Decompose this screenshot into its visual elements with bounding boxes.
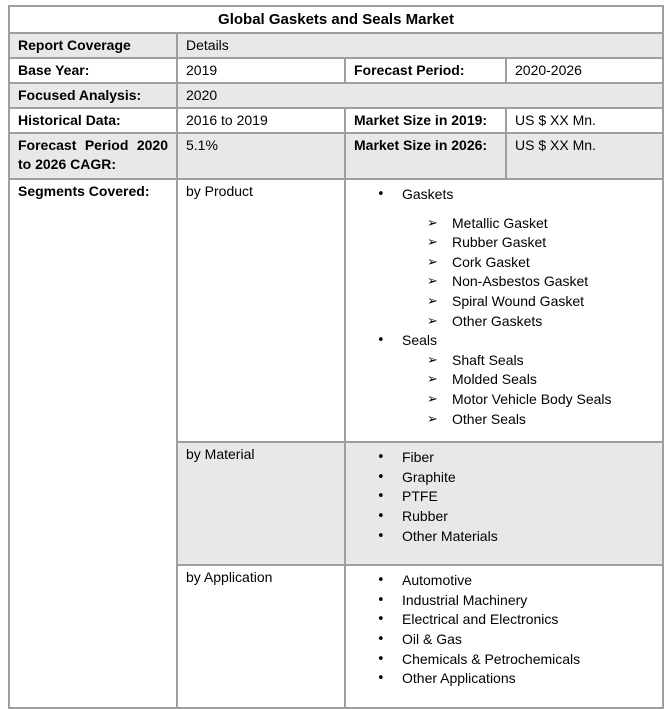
bullet-dot-icon: • (377, 651, 385, 667)
base-year-label: Base Year: (9, 58, 177, 83)
list-item-text: Rubber Gasket (452, 234, 547, 251)
focused-analysis-label: Focused Analysis: (9, 83, 177, 108)
bullet-arrow-icon: ➢ (427, 411, 438, 427)
list-item-text: Other Gaskets (452, 312, 543, 329)
bullet-arrow-icon: ➢ (427, 235, 438, 251)
list-item (354, 571, 654, 591)
list-item-text: Metallic Gasket (452, 214, 548, 231)
list-item (354, 370, 654, 390)
bullet-dot-icon: • (377, 489, 385, 505)
application-segment-list (345, 565, 663, 708)
list-item (354, 527, 654, 547)
list-item-text: Industrial Machinery (402, 591, 528, 608)
report-coverage-table (8, 5, 664, 709)
list-item (354, 468, 654, 488)
bullet-arrow-icon: ➢ (427, 274, 438, 290)
list-item (354, 448, 654, 468)
market-size-2026-value: US $ XX Mn. (506, 133, 663, 179)
focused-analysis-value: 2020 (177, 83, 663, 108)
list-item (354, 331, 654, 351)
list-item (354, 669, 654, 689)
list-item (354, 233, 654, 253)
forecast-period-label: Forecast Period: (345, 58, 506, 83)
list-item-text: Spiral Wound Gasket (452, 292, 585, 309)
bullet-dot-icon: • (377, 187, 385, 202)
list-item-text: Oil & Gas (402, 630, 462, 647)
list-item-text: Shaft Seals (452, 351, 524, 368)
list-item (354, 292, 654, 312)
forecast-cagr-label: Forecast Period 2020 to 2026 CAGR: (9, 133, 177, 179)
bullet-arrow-icon: ➢ (427, 372, 438, 388)
market-size-2026-label: Market Size in 2026: (345, 133, 506, 179)
bullet-arrow-icon: ➢ (427, 215, 438, 231)
report-coverage-value: Details (177, 33, 663, 58)
bullet-dot-icon: • (377, 333, 385, 349)
market-size-2019-value: US $ XX Mn. (506, 108, 663, 133)
list-item-text: Seals (402, 332, 438, 349)
list-item (354, 410, 654, 430)
market-size-2019-label: Market Size in 2019: (345, 108, 506, 133)
list-item (354, 487, 654, 507)
list-item-text: Non-Asbestos Gasket (452, 273, 589, 290)
list-item (354, 253, 654, 273)
list-item-text: Electrical and Electronics (402, 611, 559, 628)
bullet-dot-icon: • (377, 528, 385, 544)
bullet-arrow-icon: ➢ (427, 293, 438, 309)
list-item-text: Rubber (402, 507, 448, 524)
list-item (354, 390, 654, 410)
list-item-text: Other Applications (402, 670, 516, 687)
bullet-arrow-icon: ➢ (427, 254, 438, 270)
segment-group-by-application: by Application (177, 565, 345, 708)
report-coverage-label: Report Coverage (9, 33, 177, 58)
material-segment-list (345, 442, 663, 565)
list-item-text: Molded Seals (452, 371, 537, 388)
forecast-period-value: 2020-2026 (506, 58, 663, 83)
list-item (354, 272, 654, 292)
list-item-text: Chemicals & Petrochemicals (402, 650, 581, 667)
historical-data-label: Historical Data: (9, 108, 177, 133)
list-item-text: PTFE (402, 488, 438, 505)
bullet-dot-icon: • (377, 631, 385, 647)
bullet-dot-icon: • (377, 573, 385, 589)
list-item (354, 185, 654, 205)
list-item (354, 650, 654, 670)
bullet-dot-icon: • (377, 508, 385, 524)
base-year-value: 2019 (177, 58, 345, 83)
list-item (354, 351, 654, 371)
list-item-text: Other Seals (452, 410, 526, 427)
historical-data-value: 2016 to 2019 (177, 108, 345, 133)
list-item (354, 214, 654, 234)
bullet-dot-icon: • (377, 469, 385, 485)
list-item-text: Motor Vehicle Body Seals (452, 390, 612, 407)
segment-group-by-product: by Product (177, 179, 345, 442)
list-item (354, 507, 654, 527)
list-item-text: Automotive (402, 572, 473, 589)
bullet-dot-icon: • (377, 612, 385, 628)
table-title: Global Gaskets and Seals Market (9, 6, 663, 33)
forecast-cagr-value: 5.1% (177, 133, 345, 179)
list-item-text: Cork Gasket (452, 253, 530, 270)
bullet-arrow-icon: ➢ (427, 391, 438, 407)
list-item-text: Fiber (402, 449, 434, 466)
bullet-dot-icon: • (377, 592, 385, 608)
list-item-text: Graphite (402, 468, 456, 485)
segment-group-by-material: by Material (177, 442, 345, 565)
bullet-arrow-icon: ➢ (427, 313, 438, 329)
list-item (354, 610, 654, 630)
bullet-dot-icon: • (377, 671, 385, 687)
list-item (354, 312, 654, 332)
bullet-arrow-icon: ➢ (427, 352, 438, 368)
list-item-text: Other Materials (402, 527, 498, 544)
product-segment-list (345, 179, 663, 442)
bullet-dot-icon: • (377, 450, 385, 466)
list-item-text: Gaskets (402, 186, 454, 202)
segments-covered-label: Segments Covered: (9, 179, 177, 708)
list-item (354, 630, 654, 650)
list-item (354, 591, 654, 611)
